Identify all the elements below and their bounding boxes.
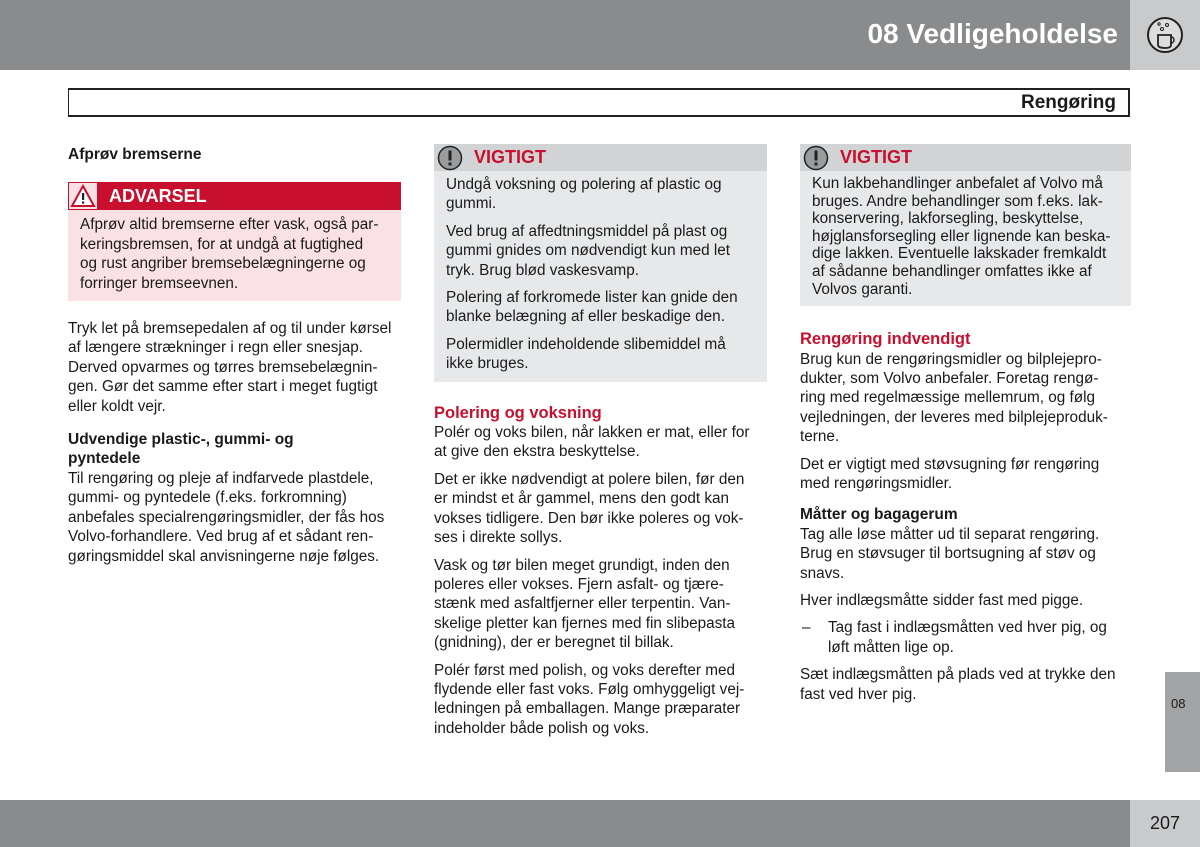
text-line: Tag fast i indlægsmåtten ved hver pig, og [828,619,1107,637]
text-line: konservering, lakforsegling, beskyttelse, [812,210,1084,228]
chapter-title: 08 Vedligeholdelse [867,18,1118,49]
text-line: dige lakken. Eventuelle lakskader fremkaldt [812,245,1107,263]
paragraph [446,222,755,280]
heading-polishing: Polering og voksning [434,403,602,422]
paragraph [434,423,767,462]
text-line: Brug kun de rengøringsmidler og bilplejepro- [800,350,1102,368]
text-line: Ved brug af affedtningsmiddel på plast og [446,222,728,240]
text-line: og rust angriber bremsebelægningerne og [80,255,366,273]
text-line: vejledningen, der leveres med bilplejeproduk- [800,408,1108,426]
important-label: VIGTIGT [474,146,546,167]
text-line: Polér og voks bilen, når lakken er mat, eller for [434,424,750,442]
text-line: Polér først med polish, og voks derefter med [434,661,735,679]
column-3 [800,144,1131,712]
text-line: at give den ekstra beskyttelse. [434,443,640,461]
text-line: Kun lakbehandlinger anbefalet af Volvo må [812,175,1103,192]
text-line: stænk med asfaltfjerner eller terpentin. Van- [434,595,731,613]
cleaning-cup-icon [1130,0,1200,70]
page-number: 207 [1130,800,1200,847]
section-title: Rengøring [1021,92,1116,113]
footer-bar [0,800,1130,847]
chapter-tab: 08 [1165,672,1200,772]
text-line: løft måtten lige op. [828,638,954,656]
paragraph [68,319,401,416]
text-line: Afprøv altid bremserne efter vask, også par- [80,216,379,234]
paragraph [800,665,1131,704]
text-line: Hver indlægsmåtte sidder fast med pigge. [800,592,1084,610]
text-line: gummi- og pyntedele (f.eks. forkromning) [68,489,347,507]
heading-mats-luggage: Måtter og bagagerum [800,506,958,524]
section-header [68,88,1130,117]
text-line: vokses tidligere. Den bør ikke poleres og vok- [434,509,744,527]
text-line: gøringsmiddel skal anvisningerne nøje følges. [68,547,380,565]
text-line: Polermidler indeholdende slibemiddel må [446,335,726,353]
text-line: Tryk let på bremsepedalen af og til under kørsel [68,320,392,338]
text-line: Brug en støvsuger til bortsugning af støv og [800,545,1096,563]
text-line: indeholder både polish og voks. [434,719,650,737]
paragraph [800,591,1131,610]
exclamation-circle-icon [436,144,464,172]
text-line: af længere strækninger i regn eller snesjap. [68,339,364,357]
paragraph [446,175,755,214]
text-line: højglansforsegling eller lignende kan beska- [812,227,1111,245]
text-line: Til rengøring og pleje af indfarvede plastdele, [68,469,374,487]
paragraph [434,556,767,653]
paragraph [800,350,1131,447]
text-line: ikke bruges. [446,355,529,373]
text-line: Sæt indlægsmåtten på plads ved at trykke den [800,666,1116,684]
text-line: er mindst et år gammel, mens den godt kan [434,490,730,508]
text-line: tryk. Brug blød vaskesvamp. [446,261,639,279]
paragraph [434,470,767,548]
text-line: ring med regelmæssige mellemrum, og følg [800,389,1095,407]
text-line: Volvos garanti. [812,280,913,298]
text-line: blanke belægning af eller beskadige den. [446,308,725,326]
text-line: gummi. [446,195,497,213]
text-line: med rengøringsmidler. [800,475,953,492]
warning-box [68,182,401,301]
important-label: VIGTIGT [840,146,912,167]
dash-bullet: – [802,619,811,637]
paragraph [800,525,1131,583]
text-line: Tag alle løse måtter ud til separat rengøring. [800,525,1100,543]
important-box [434,144,767,382]
important-box [800,144,1131,306]
paragraph [446,335,755,374]
text-line: forringer bremseevnen. [80,274,239,292]
paragraph [68,469,401,566]
heading-exterior-parts [68,430,401,469]
text-line: Undgå voksning og polering af plastic og [446,176,722,193]
text-line: Vask og tør bilen meget grundigt, inden den [434,556,730,574]
bullet-item [800,618,1131,657]
text-line: ses i direkte sollys. [434,529,563,547]
column-2 [434,144,767,746]
text-line: Volvo-forhandlere. Ved brug af et sådant ren- [68,528,374,546]
text-line: Udvendige plastic-, gummi- og [68,431,294,449]
heading-interior-cleaning: Rengøring indvendigt [800,330,971,349]
column-1 [68,145,401,574]
text-line: eller koldt vejr. [68,397,166,415]
text-line: Derved opvarmes og tørres bremsebelægnin- [68,358,378,376]
text-line: bruges. Andre behandlinger som f.eks. lak- [812,192,1103,210]
text-line: gummi gnides om nødvendigt kun med let [446,242,730,260]
text-line: keringsbremsen, for at undgå at fugtighed [80,235,364,253]
text-line: pyntedele [68,450,141,468]
paragraph [434,661,767,739]
paragraph [800,455,1131,494]
text-line: snavs. [800,564,845,582]
text-line: anbefales specialrengøringsmidler, der fås hos [68,508,385,526]
text-line: poleres eller vokses. Fjern asfalt- og tjære- [434,575,724,593]
text-line: (gnidning), der er beregnet til billak. [434,634,674,652]
text-line: Det er ikke nødvendigt at polere bilen, før den [434,470,745,488]
paragraph [446,288,755,327]
exclamation-circle-icon [802,144,830,172]
text-line: gen. Gør det samme efter start i meget fugtigt [68,378,378,396]
text-line: ledningen på emballagen. Mange præparater [434,700,741,718]
warning-label: ADVARSEL [109,185,207,206]
text-line: dukter, som Volvo anbefaler. Foretag rengø- [800,369,1099,387]
heading-test-brakes: Afprøv bremserne [68,146,202,163]
text-line: af sådanne behandlinger omfattes ikke af [812,262,1092,280]
text-line: fast ved hver pig. [800,685,917,703]
warning-triangle-icon [69,183,97,209]
text-line: skelige pletter kan fjernes med fin slibepasta [434,614,736,632]
text-line: terne. [800,428,840,446]
text-line: flydende eller fast voks. Følg omhyggeligt vej- [434,680,745,698]
text-line: Polering af forkromede lister kan gnide den [446,289,738,307]
text-line: Det er vigtigt med støvsugning før rengøring [800,455,1100,473]
